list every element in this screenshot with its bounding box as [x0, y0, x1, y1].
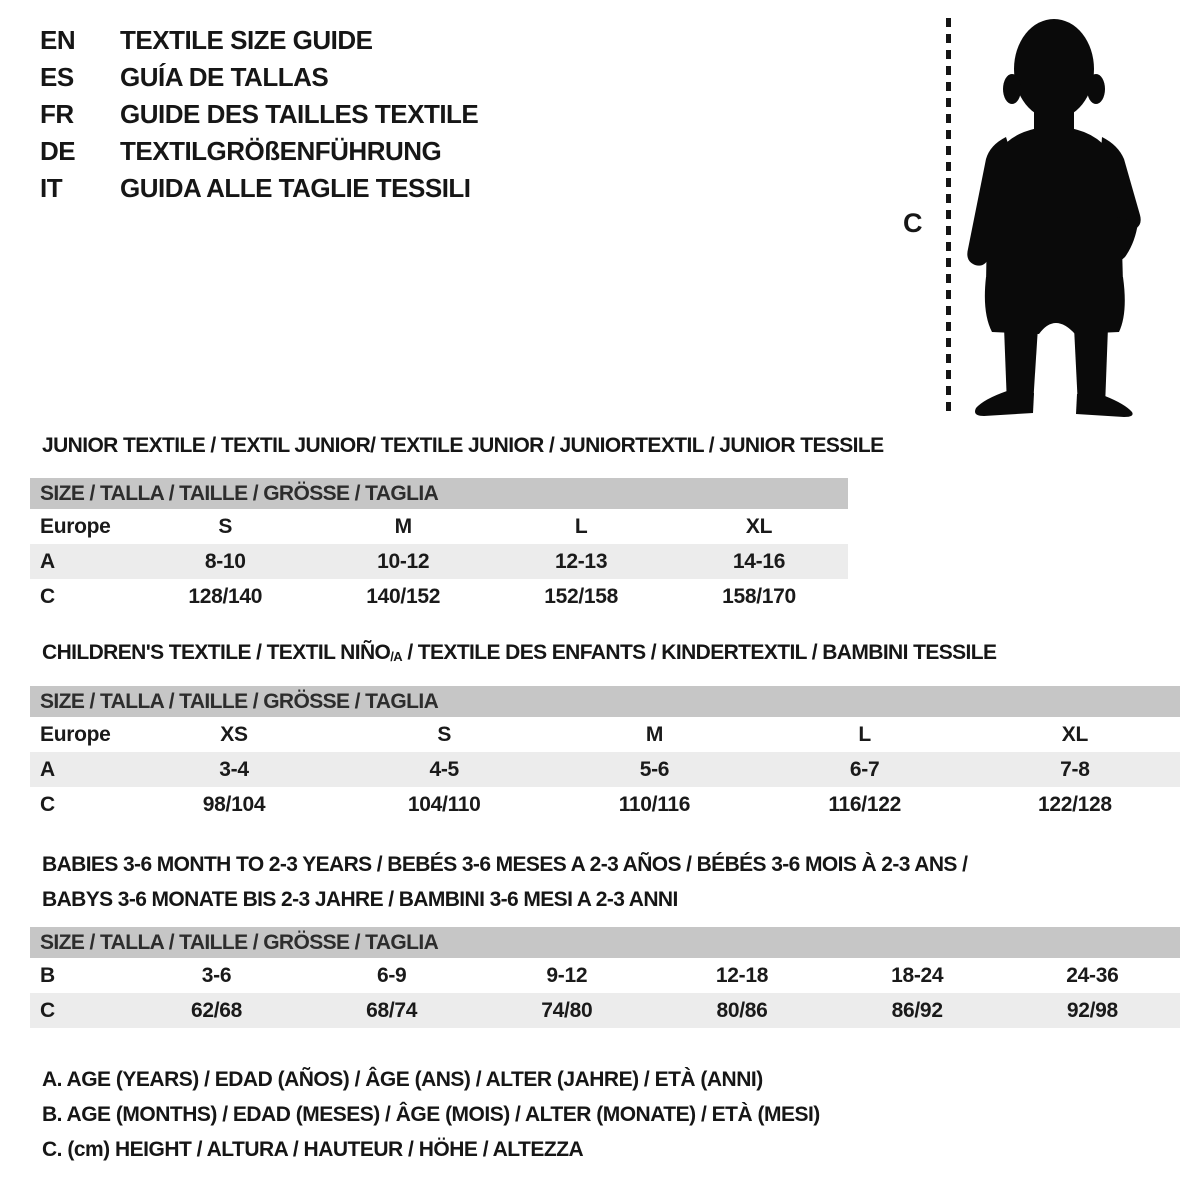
size-header-row — [30, 686, 1180, 717]
months-cell: 18-24 — [891, 963, 944, 987]
size-header-row — [30, 927, 1180, 958]
size-cell: XS — [220, 722, 248, 746]
size-cell: XL — [745, 514, 773, 538]
table-row-height — [30, 579, 848, 614]
table-row-age — [30, 752, 1180, 787]
age-cell: 3-4 — [129, 752, 339, 787]
table-row-months — [30, 958, 1180, 993]
row-label: A — [30, 544, 136, 579]
height-cell: 98/104 — [202, 792, 266, 816]
guide-title-es: GUÍA DE TALLAS — [120, 62, 329, 92]
age-cell: 4-5 — [339, 752, 549, 787]
lang-row-es — [40, 59, 478, 96]
babies-size-table — [30, 927, 1180, 1028]
height-cell: 158/170 — [722, 584, 796, 608]
row-label: C — [40, 792, 55, 816]
children-title-subscript: /A — [390, 649, 403, 664]
table-row-age — [30, 544, 848, 579]
table-row-europe — [30, 509, 848, 544]
height-cell: 152/158 — [544, 584, 618, 608]
lang-row-it — [40, 170, 478, 207]
height-cell: 104/110 — [407, 792, 481, 816]
height-cell: 68/74 — [304, 993, 479, 1028]
lang-code: FR — [40, 99, 74, 129]
months-cell: 9-12 — [546, 963, 588, 987]
height-cell: 86/92 — [830, 993, 1005, 1028]
children-title-prefix: CHILDREN'S TEXTILE / TEXTIL NIÑO — [42, 641, 391, 664]
babies-title-line2: BABYS 3-6 MONATE BIS 2-3 JAHRE / BAMBINI 3-6 MESI A 2-3 ANNI — [42, 888, 678, 911]
table-row-height — [30, 787, 1180, 822]
row-label: Europe — [40, 514, 111, 538]
size-cell: L — [574, 514, 588, 538]
months-cell: 6-9 — [376, 963, 407, 987]
guide-title-fr: GUIDE DES TAILLES TEXTILE — [120, 99, 479, 129]
months-cell: 12-18 — [715, 963, 769, 987]
height-measure-label: C — [903, 208, 923, 238]
language-title-list — [40, 22, 478, 207]
months-cell: 24-36 — [1066, 963, 1119, 987]
size-cell: L — [858, 722, 871, 746]
height-cell: 116/122 — [828, 792, 901, 816]
lang-code: IT — [40, 173, 63, 203]
size-header: SIZE / TALLA / TAILLE / GRÖSSE / TAGLIA — [30, 478, 848, 509]
measurement-legend — [42, 1068, 820, 1173]
row-label: A — [30, 752, 129, 787]
size-cell: M — [645, 722, 664, 746]
children-title-suffix: / TEXTILE DES ENFANTS / KINDERTEXTIL / BAMBINI TESSILE — [402, 641, 997, 664]
height-cell: 128/140 — [188, 584, 263, 608]
row-label: C — [30, 993, 129, 1028]
size-header-row — [30, 478, 848, 509]
row-label: Europe — [40, 722, 111, 746]
height-cell: 140/152 — [366, 584, 441, 608]
guide-title-de: TEXTILGRÖßENFÜHRUNG — [120, 136, 442, 166]
legend-height-cm: C. (cm) HEIGHT / ALTURA / HAUTEUR / HÖHE / ALTEZZA — [42, 1138, 584, 1161]
age-cell: 12-13 — [492, 544, 670, 579]
age-cell: 5-6 — [549, 752, 759, 787]
age-cell: 7-8 — [970, 752, 1180, 787]
toddler-silhouette-icon — [962, 13, 1146, 417]
junior-size-table — [30, 478, 848, 614]
row-label: B — [40, 963, 55, 987]
children-size-table — [30, 686, 1180, 822]
babies-section-title — [42, 847, 967, 917]
height-cell: 122/128 — [1037, 792, 1112, 816]
junior-section-title: JUNIOR TEXTILE / TEXTIL JUNIOR/ TEXTILE JUNIOR / JUNIORTEXTIL / JUNIOR TESSILE — [42, 434, 884, 457]
size-cell: XL — [1061, 722, 1088, 746]
age-cell: 10-12 — [314, 544, 492, 579]
guide-title-en: TEXTILE SIZE GUIDE — [120, 25, 373, 55]
lang-row-en — [40, 22, 478, 59]
table-row-europe — [30, 717, 1180, 752]
row-label: C — [40, 584, 55, 608]
children-section-title — [42, 641, 996, 665]
size-cell: M — [394, 514, 412, 538]
height-cell: 62/68 — [129, 993, 304, 1028]
babies-title-line1: BABIES 3-6 MONTH TO 2-3 YEARS / BEBÉS 3-6 MESES A 2-3 AÑOS / BÉBÉS 3-6 MOIS À 2-3 ANS / — [42, 853, 968, 876]
guide-title-it: GUIDA ALLE TAGLIE TESSILI — [120, 173, 471, 203]
months-cell: 3-6 — [201, 963, 232, 987]
table-row-height — [30, 993, 1180, 1028]
height-cell: 92/98 — [1005, 993, 1180, 1028]
height-cell: 80/86 — [654, 993, 829, 1028]
legend-age-years: A. AGE (YEARS) / EDAD (AÑOS) / ÂGE (ANS) / ALTER (JAHRE) / ETÀ (ANNI) — [42, 1068, 763, 1091]
lang-code: EN — [40, 25, 76, 55]
age-cell: 8-10 — [136, 544, 314, 579]
size-header: SIZE / TALLA / TAILLE / GRÖSSE / TAGLIA — [30, 927, 1180, 958]
size-header: SIZE / TALLA / TAILLE / GRÖSSE / TAGLIA — [30, 686, 1180, 717]
lang-code: ES — [40, 62, 74, 92]
age-cell: 14-16 — [670, 544, 848, 579]
age-cell: 6-7 — [760, 752, 970, 787]
lang-code: DE — [40, 136, 76, 166]
legend-age-months: B. AGE (MONTHS) / EDAD (MESES) / ÂGE (MOIS) / ALTER (MONATE) / ETÀ (MESI) — [42, 1103, 820, 1126]
size-cell: S — [437, 722, 452, 746]
lang-row-de — [40, 133, 478, 170]
height-cell: 74/80 — [479, 993, 654, 1028]
size-cell: S — [218, 514, 233, 538]
height-dashed-line — [946, 18, 951, 416]
lang-row-fr — [40, 96, 478, 133]
height-cell: 110/116 — [618, 792, 691, 816]
